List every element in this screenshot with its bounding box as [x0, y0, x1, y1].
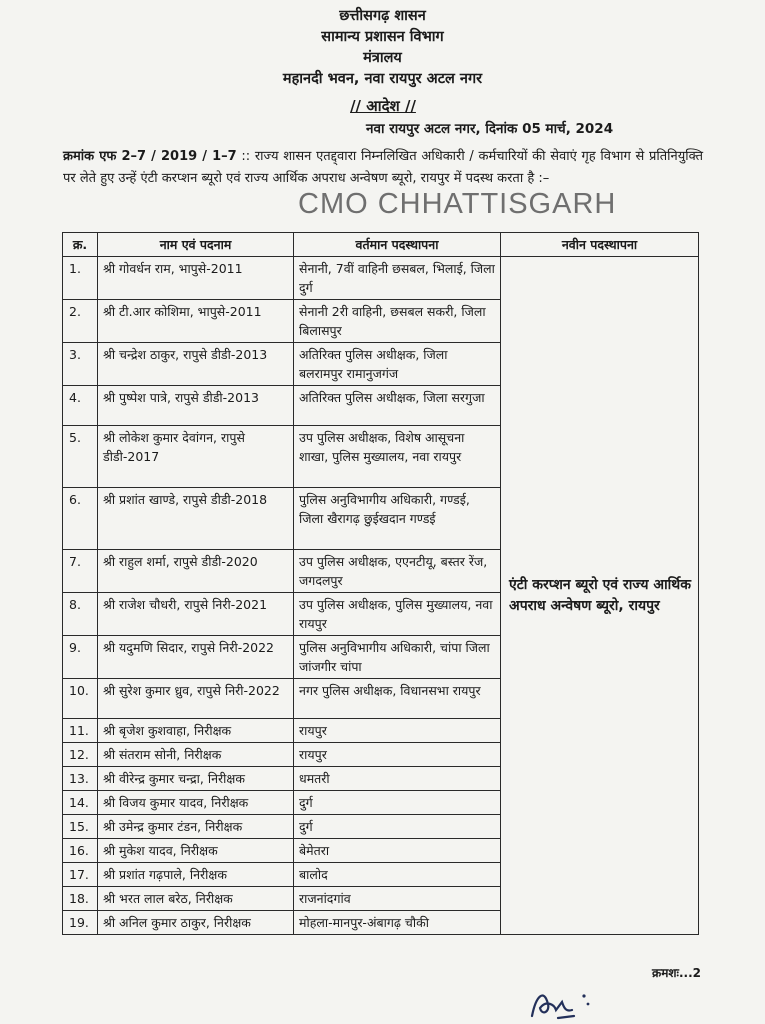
row-current-posting: उप पुलिस अधीक्षक, पुलिस मुख्यालय, नवा रायपुर: [294, 593, 501, 636]
row-current-posting: रायपुर: [294, 743, 501, 767]
row-officer-name: श्री गोवर्धन राम, भापुसे-2011: [98, 257, 294, 300]
row-current-posting: पुलिस अनुविभागीय अधिकारी, गण्डई, जिला खैरागढ़ छुईखदान गण्डई: [294, 488, 501, 550]
header-new-posting: नवीन पदस्थापना: [501, 233, 699, 257]
row-officer-name: श्री राजेश चौधरी, रापुसे निरी-2021: [98, 593, 294, 636]
order-reference-number: क्रमांक एफ 2–7 / 2019 / 1–7: [63, 149, 237, 164]
office-address: महानदी भवन, नवा रायपुर अटल नगर: [282, 71, 483, 87]
order-dateline: नवा रायपुर अटल नगर, दिनांक 05 मार्च, 2024: [366, 121, 614, 137]
row-current-posting: पुलिस अनुविभागीय अधिकारी, चांपा जिला जांजगीर चांपा: [294, 636, 501, 679]
row-officer-name: श्री विजय कुमार यादव, निरीक्षक: [98, 791, 294, 815]
row-serial: 10.: [63, 679, 98, 719]
order-title: // आदेश //: [350, 97, 416, 115]
row-serial: 12.: [63, 743, 98, 767]
row-current-posting: उप पुलिस अधीक्षक, विशेष आसूचना शाखा, पुलिस मुख्यालय, नवा रायपुर: [294, 426, 501, 488]
row-officer-name: श्री बृजेश कुशवाहा, निरीक्षक: [98, 719, 294, 743]
row-serial: 18.: [63, 887, 98, 911]
row-current-posting: उप पुलिस अधीक्षक, एएनटीयू, बस्तर रेंज, जगदलपुर: [294, 550, 501, 593]
row-officer-name: श्री प्रशांत गढ़पाले, निरीक्षक: [98, 863, 294, 887]
row-serial: 7.: [63, 550, 98, 593]
order-preamble-text: :: राज्य शासन एतद्द्वारा निम्नलिखित अधिकारी / कर्मचारियों की सेवाएं गृह विभाग से प्रतिनियुक्ति पर लेते हुए उन्हें एंटी करप्शन ब्यूरो एवं राज्य आर्थिक अपराध अन्वेषण ब्यूरो, रायपुर में पदस्थ करता है :–: [63, 149, 703, 186]
department-name: सामान्य प्रशासन विभाग: [321, 29, 444, 45]
row-current-posting: बालोद: [294, 863, 501, 887]
row-serial: 5.: [63, 426, 98, 488]
row-current-posting: नगर पुलिस अधीक्षक, विधानसभा रायपुर: [294, 679, 501, 719]
row-current-posting: सेनानी 2री वाहिनी, छसबल सकरी, जिला बिलासपुर: [294, 300, 501, 343]
row-officer-name: श्री चन्द्रेश ठाकुर, रापुसे डीडी-2013: [98, 343, 294, 386]
row-serial: 9.: [63, 636, 98, 679]
row-serial: 2.: [63, 300, 98, 343]
row-current-posting: अतिरिक्त पुलिस अधीक्षक, जिला सरगुजा: [294, 386, 501, 426]
row-current-posting: धमतरी: [294, 767, 501, 791]
row-officer-name: श्री राहुल शर्मा, रापुसे डीडी-2020: [98, 550, 294, 593]
row-officer-name: श्री पुष्पेश पात्रे, रापुसे डीडी-2013: [98, 386, 294, 426]
row-current-posting: दुर्ग: [294, 815, 501, 839]
row-officer-name: श्री अनिल कुमार ठाकुर, निरीक्षक: [98, 911, 294, 935]
header-name: नाम एवं पदनाम: [98, 233, 294, 257]
row-officer-name: श्री यदुमणि सिदार, रापुसे निरी-2022: [98, 636, 294, 679]
row-serial: 1.: [63, 257, 98, 300]
row-current-posting: अतिरिक्त पुलिस अधीक्षक, जिला बलरामपुर रामानुजगंज: [294, 343, 501, 386]
row-serial: 16.: [63, 839, 98, 863]
header-serial: क्र.: [63, 233, 98, 257]
row-serial: 3.: [63, 343, 98, 386]
continued-note: क्रमशः...2: [652, 966, 702, 980]
row-officer-name: श्री संतराम सोनी, निरीक्षक: [98, 743, 294, 767]
new-posting-cell: एंटी करप्शन ब्यूरो एवं राज्य आर्थिक अपराध अन्वेषण ब्यूरो, रायपुर: [501, 257, 699, 935]
row-serial: 11.: [63, 719, 98, 743]
table-header-row: [63, 233, 699, 257]
order-preamble: [63, 146, 703, 190]
row-current-posting: दुर्ग: [294, 791, 501, 815]
row-serial: 4.: [63, 386, 98, 426]
govt-name: छत्तीसगढ़ शासन: [339, 8, 426, 24]
row-officer-name: श्री लोकेश कुमार देवांगन, रापुसे डीडी-2017: [98, 426, 294, 488]
table-row: [63, 257, 699, 300]
row-current-posting: रायपुर: [294, 719, 501, 743]
row-serial: 17.: [63, 863, 98, 887]
row-current-posting: राजनांदगांव: [294, 887, 501, 911]
row-officer-name: श्री भरत लाल बरेठ, निरीक्षक: [98, 887, 294, 911]
officer-posting-table: [62, 232, 699, 935]
row-officer-name: श्री उमेन्द्र कुमार टंडन, निरीक्षक: [98, 815, 294, 839]
header-current-posting: वर्तमान पदस्थापना: [294, 233, 501, 257]
signature-mark: [528, 982, 598, 1022]
row-current-posting: मोहला-मानपुर-अंबागढ़ चौकी: [294, 911, 501, 935]
row-officer-name: श्री मुकेश यादव, निरीक्षक: [98, 839, 294, 863]
row-serial: 19.: [63, 911, 98, 935]
letterhead: [0, 6, 765, 90]
ministry-name: मंत्रालय: [363, 50, 402, 66]
row-serial: 6.: [63, 488, 98, 550]
row-officer-name: श्री सुरेश कुमार ध्रुव, रापुसे निरी-2022: [98, 679, 294, 719]
watermark-text: CMO CHHATTISGARH: [298, 188, 617, 220]
row-officer-name: श्री प्रशांत खाण्डे, रापुसे डीडी-2018: [98, 488, 294, 550]
row-serial: 15.: [63, 815, 98, 839]
row-officer-name: श्री वीरेन्द्र कुमार चन्द्रा, निरीक्षक: [98, 767, 294, 791]
row-current-posting: बेमेतरा: [294, 839, 501, 863]
row-serial: 8.: [63, 593, 98, 636]
row-officer-name: श्री टी.आर कोशिमा, भापुसे-2011: [98, 300, 294, 343]
row-current-posting: सेनानी, 7वीं वाहिनी छसबल, भिलाई, जिला दुर्ग: [294, 257, 501, 300]
row-serial: 13.: [63, 767, 98, 791]
row-serial: 14.: [63, 791, 98, 815]
